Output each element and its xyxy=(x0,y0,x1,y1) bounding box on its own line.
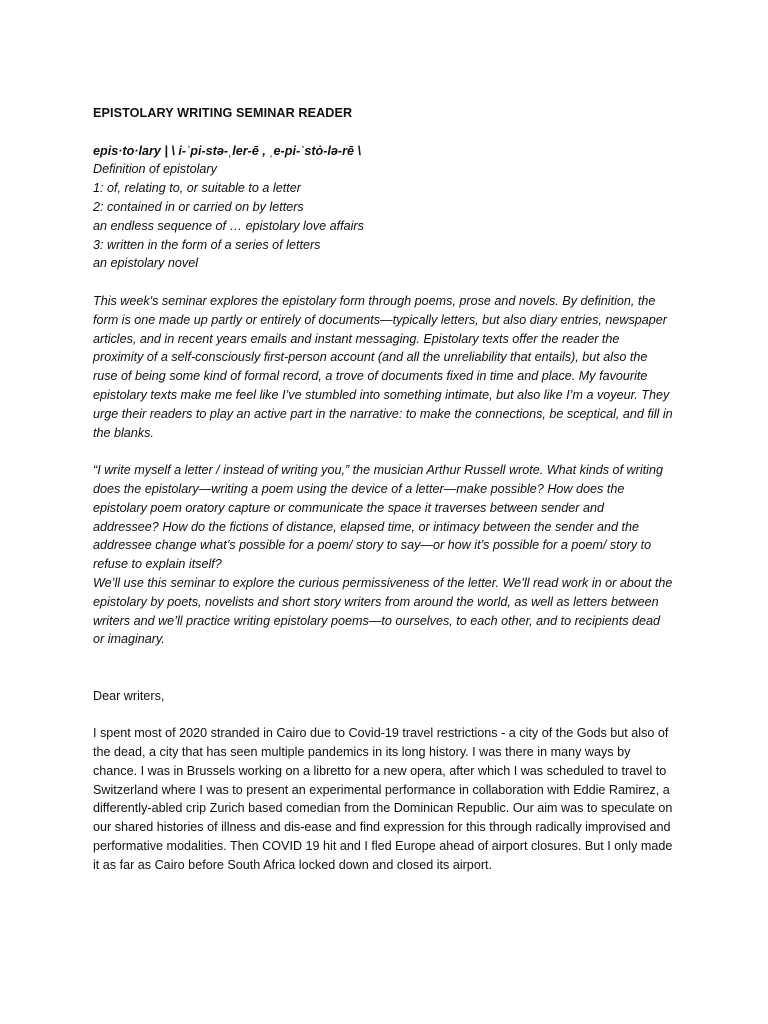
letter-section xyxy=(93,687,673,875)
definition-headword: epis·to·lary | \ i-ˈpi-stə-ˌler-ē , ˌe-pi-ˈstȯ-lə-rē \ xyxy=(93,143,362,158)
intro-paragraph: This week's seminar explores the epistolary form through poems, prose and novels. By definition, the form is one made up partly or entirely of documents—typically letters, but also diary entries, newspaper articles, and in recent years emails and instant messaging. Epistolary texts offer the reader the proximity of a self-consciously first-person account (and all the unreliability that entails), but also the ruse of being some kind of formal record, a trove of documents fixed in time and place. My favourite epistolary texts make me feel like I’ve stumbled into something intimate, but also like I’m a voyeur. They urge their readers to play an active part in the narrative: to make the connections, be sceptical, and fill in the blanks. xyxy=(93,293,673,440)
document-page xyxy=(93,104,673,893)
letter-salutation: Dear writers, xyxy=(93,688,165,703)
letter-body: I spent most of 2020 stranded in Cairo due to Covid-19 travel restrictions - a city of the Gods but also of the dead, a city that has seen multiple pandemics in its long history. I was there in many ways by chance. I was in Brussels working on a libretto for a new opera, after which I was scheduled to travel to Switzerland where I was to present an experimental performance in collaboration with Eddie Ramirez, a differently-abled crip Zurich based comedian from the Dominican Republic. Our aim was to speculate on our shared histories of illness and dis-ease and find expression for this through radically improvised and performative modalities. Then COVID 19 hit and I fled Europe ahead of airport closures. But I only made it as far as Cairo before South Africa locked down and closed its airport. xyxy=(93,726,673,872)
seminar-paragraph: We’ll use this seminar to explore the curious permissiveness of the letter. We’ll read work in or about the epistolary by poets, novelists and short story writers from around the world, as well as letters between writers and we’ll practice writing epistolary poems—to ourselves, to each other, and to recipients dead or imaginary. xyxy=(93,575,673,647)
quote-paragraph: “I write myself a letter / instead of writing you,” the musician Arthur Russell wrote. What kinds of writing does the epistolary—writing a poem using the device of a letter—make possible? How does the epistolary poem oratory capture or communicate the space it traverses between sender and addressee? How do the fictions of distance, elapsed time, or intimacy between the sender and the addressee change what’s possible for a poem/ story to say—or how it’s possible for a poem/ story to refuse to explain itself? xyxy=(93,463,663,572)
document-title: EPISTOLARY WRITING SEMINAR READER xyxy=(93,106,353,120)
definition-line: 3: written in the form of a series of letters xyxy=(93,237,321,252)
definition-line: 2: contained in or carried on by letters xyxy=(93,199,304,214)
definition-block xyxy=(93,142,673,274)
definition-line: an epistolary novel xyxy=(93,256,199,271)
definition-line: Definition of epistolary xyxy=(93,162,217,177)
definition-line: 1: of, relating to, or suitable to a letter xyxy=(93,181,301,196)
definition-line: an endless sequence of … epistolary love affairs xyxy=(93,218,364,233)
